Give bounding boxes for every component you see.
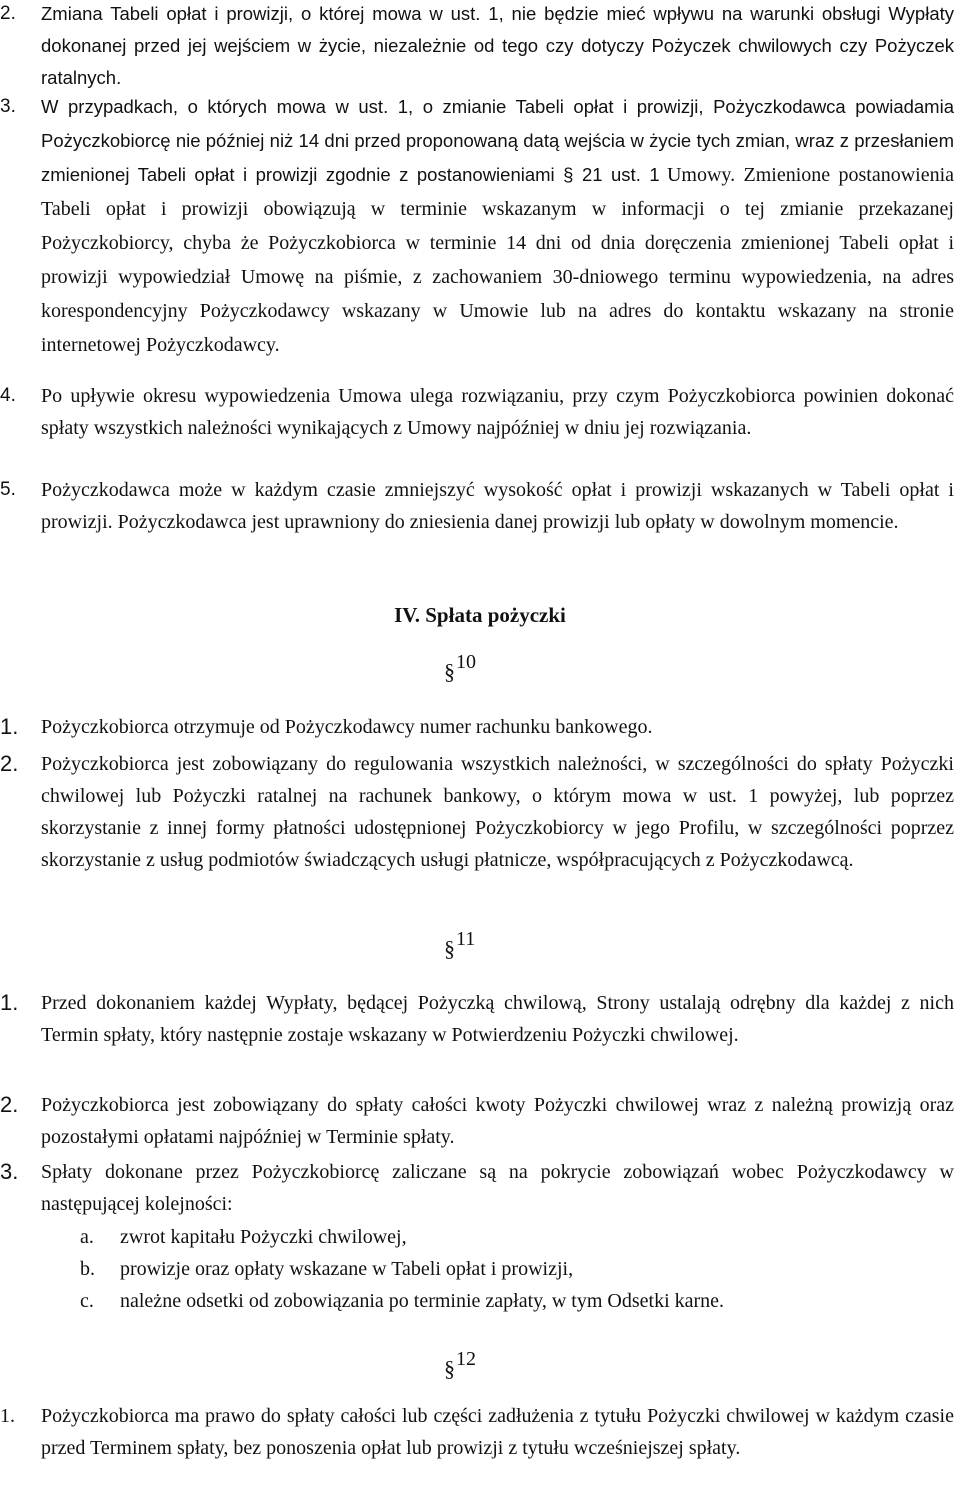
- paragraph-text: Pożyczkobiorca jest zobowiązany do spłaty całości kwoty Pożyczki chwilowej wraz z należną prowizją oraz pozostałymi opłatami najpóźniej w Terminie spłaty.: [41, 1094, 954, 1148]
- paragraph-text: Przed dokonaniem każdej Wypłaty, będącej Pożyczką chwilową, Strony ustalają odrębny dla każdej z nich Termin spłaty, który następnie zostaje wskazany w Potwierdzeniu Pożyczki chwilowej.: [41, 992, 954, 1046]
- section-sign: §: [444, 936, 455, 961]
- paragraph-text: Spłaty dokonane przez Pożyczkobiorcę zaliczane są na pokrycie zobowiązań wobec Pożyczkodawcy w następującej kolejności:: [41, 1161, 954, 1215]
- list-text: zwrot kapitału Pożyczki chwilowej,: [120, 1226, 407, 1248]
- paragraph-number: 1.: [0, 990, 19, 1015]
- section-number: 12: [456, 1348, 476, 1370]
- paragraph-number: 3.: [0, 1159, 19, 1184]
- paragraph-number: 1.: [0, 1405, 15, 1427]
- paragraph-number: 4.: [0, 385, 16, 406]
- list-item: [0, 1285, 960, 1317]
- paragraph-number: 2.: [0, 751, 19, 776]
- list-item: [0, 1221, 960, 1253]
- list-text: należne odsetki od zobowiązania po terminie zapłaty, w tym Odsetki karne.: [120, 1290, 725, 1312]
- paragraph-text: Pożyczkobiorca ma prawo do spłaty całości lub części zadłużenia z tytułu Pożyczki chwilowej w każdym czasie przed Terminem spłaty, bez ponoszenia opłat lub prowizji z tytułu wcześniejszej spłaty.: [41, 1405, 954, 1459]
- paragraph-text: Po upływie okresu wypowiedzenia Umowa ulega rozwiązaniu, przy czym Pożyczkobiorca powinien dokonać spłaty wszystkich należności wynikających z Umowy najpóźniej w dniu jej rozwiązania.: [41, 385, 954, 439]
- list-letter: a.: [80, 1226, 94, 1248]
- section-sign: §: [444, 1356, 455, 1381]
- section-number: 11: [456, 928, 476, 950]
- paragraph-text-part-2: Umowy. Zmienione postanowienia Tabeli opłat i prowizji obowiązują w terminie wskazanym w informacji o tej zmianie przekazanej Pożyczkobiorcy, chyba że Pożyczkobiorca w terminie 14 dni od dnia doręczenia zmienionej Tabeli opłat i prowizji wypowiedział Umowę na piśmie, z zachowaniem 30-dniowego terminu wypowiedzenia, na adres korespondencyjny Pożyczkodawcy wskazany w Umowie lub na adres do kontaktu wskazany na stronie internetowej Pożyczkodawcy.: [41, 164, 955, 356]
- section-heading: IV. Spłata pożyczki: [394, 603, 566, 627]
- paragraph-number: 3.: [0, 96, 16, 117]
- paragraph-text: Pożyczkobiorca jest zobowiązany do regulowania wszystkich należności, w szczególności do spłaty Pożyczki chwilowej lub Pożyczki ratalnej na rachunek bankowy, o którym mowa w ust. 1 powyżej, lub poprzez skorzystanie z innej formy płatności udostępnionej Pożyczkobiorcy w jego Profilu, w szczególności poprzez skorzystanie z usług podmiotów świadczących usługi płatnicze, współpracujących z Pożyczkodawcą.: [41, 753, 954, 871]
- list-letter: b.: [80, 1258, 95, 1280]
- section-number: 10: [456, 651, 476, 673]
- paragraph-text-part-1: W przypadkach, o których mowa w ust. 1, o zmianie Tabeli opłat i prowizji, Pożyczkodawca powiadamia Pożyczkobiorcę nie później niż 14 dni przed proponowaną datą wejścia w życie tych zmian, wraz z przesłaniem zmienionej Tabeli opłat i prowizji zgodnie z postanowieniami § 21 ust. 1: [41, 96, 954, 185]
- paragraph-text: Pożyczkodawca może w każdym czasie zmniejszyć wysokość opłat i prowizji wskazanych w Tabeli opłat i prowizji. Pożyczkodawca jest uprawniony do zniesienia danej prowizji lub opłaty w dowolnym momencie.: [41, 479, 954, 533]
- paragraph-number: 2.: [0, 3, 16, 24]
- paragraph-number: 2.: [0, 1092, 19, 1117]
- list-text: prowizje oraz opłaty wskazane w Tabeli opłat i prowizji,: [120, 1258, 574, 1280]
- list-item: [0, 1253, 960, 1285]
- section-sign: §: [444, 659, 455, 684]
- paragraph-text: [41, 91, 954, 363]
- paragraph-number: 5.: [0, 479, 16, 500]
- paragraph-text: Zmiana Tabeli opłat i prowizji, o której mowa w ust. 1, nie będzie mieć wpływu na warunki obsługi Wypłaty dokonanej przed jej wejściem w życie, niezależnie od tego czy dotyczy Pożyczek chwilowych czy Pożyczek ratalnych.: [41, 3, 954, 88]
- paragraph-text: Pożyczkobiorca otrzymuje od Pożyczkodawcy numer rachunku bankowego.: [41, 716, 653, 738]
- paragraph-number: 1.: [0, 714, 19, 739]
- list-letter: c.: [80, 1290, 94, 1312]
